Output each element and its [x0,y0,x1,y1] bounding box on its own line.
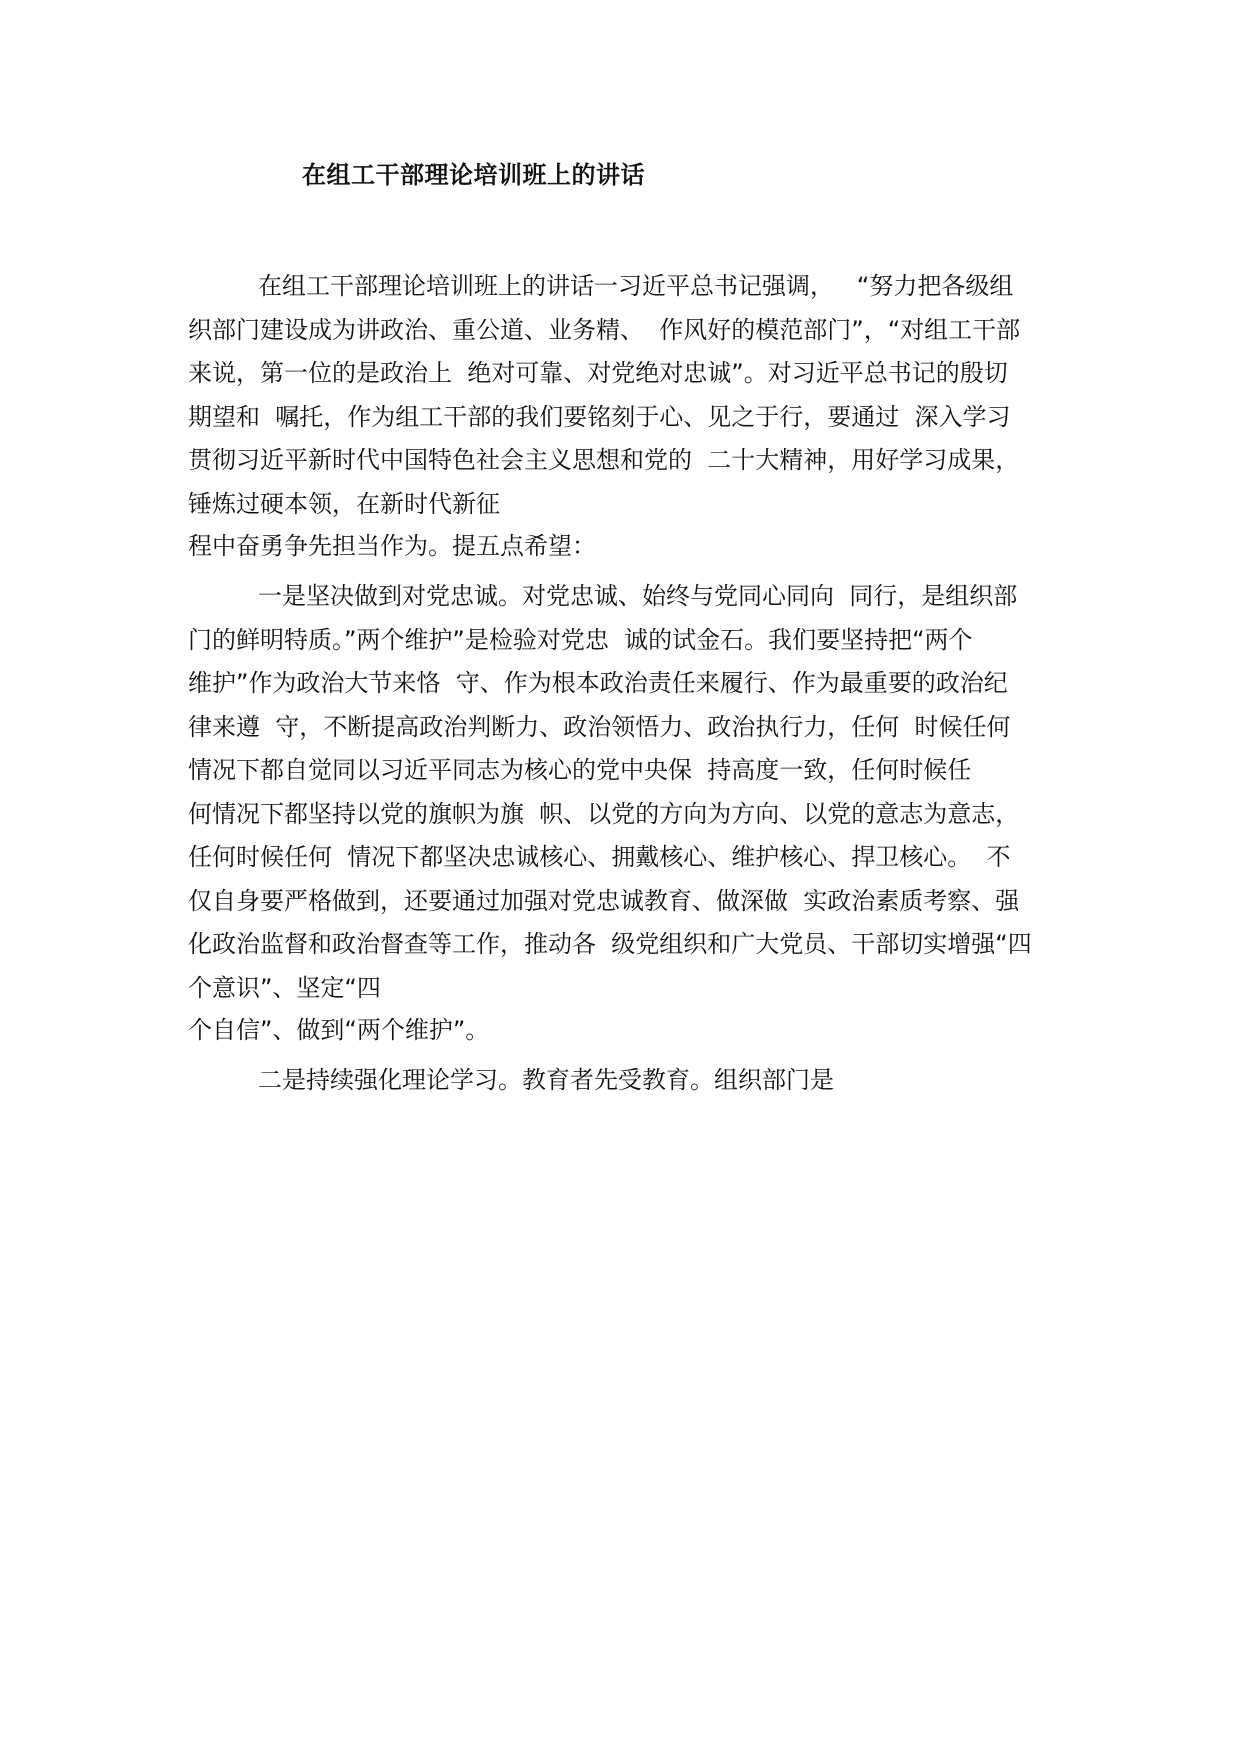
body-line: 锤炼过硬本领，在新时代新征 [188,490,500,518]
body-line: 仅自身要严格做到，还要通过加强对党忠诚教育、做深做 实政治素质考察、强 [188,887,1020,915]
body-line: 程中奋勇争先担当作为。提五点希望： [188,532,596,560]
body-line: 个意识”、坚定“四 [188,974,381,1002]
body-line: 维护”作为政治大节来恪 守、作为根本政治责任来履行、作为最重要的政治纪 [188,669,1008,697]
body-line: 个自信”、做到“两个维护”。 [188,1016,490,1044]
body-line: 织部门建设成为讲政治、重公道、业务精、 作风好的模范部门”，“对组工干部 [188,316,1021,344]
body-line: 门的鲜明特质。”两个维护”是检验对党忠 诚的试金石。我们要坚持把“两个 [188,626,973,654]
document-title: 在组工干部理论培训班上的讲话 [302,161,645,189]
body-line: 何情况下都坚持以党的旗帜为旗 帜、以党的方向为方向、以党的意志为意志， [188,800,1020,828]
body-line: 二是持续强化理论学习。教育者先受教育。组织部门是 [258,1066,834,1094]
body-line: 贯彻习近平新时代中国特色社会主义思想和党的 二十大精神，用好学习成果， [188,446,1020,474]
body-line: 来说，第一位的是政治上 绝对可靠、对党绝对忠诚”。对习近平总书记的殷切 [188,359,1008,387]
body-line: 化政治监督和政治督查等工作，推动各 级党组织和广大党员、干部切实增强“四 [188,930,1032,958]
body-line: 律来遵 守，不断提高政治判断力、政治领悟力、政治执行力，任何 时候任何 [188,713,1011,741]
body-line: 在组工干部理论培训班上的讲话一习近平总书记强调， “努力把各级组 [258,272,1014,300]
body-line: 情况下都自觉同以习近平同志为核心的党中央保 持高度一致，任何时候任 [188,756,972,784]
body-line: 任何时候任何 情况下都坚决忠诚核心、拥戴核心、维护核心、捍卫核心。 不 [188,843,1011,871]
body-line: 期望和 嘱托，作为组工干部的我们要铭刻于心、见之于行，要通过 深入学习 [188,403,1011,431]
body-line: 一是坚决做到对党忠诚。对党忠诚、始终与党同心同向 同行，是组织部 [258,582,1018,610]
